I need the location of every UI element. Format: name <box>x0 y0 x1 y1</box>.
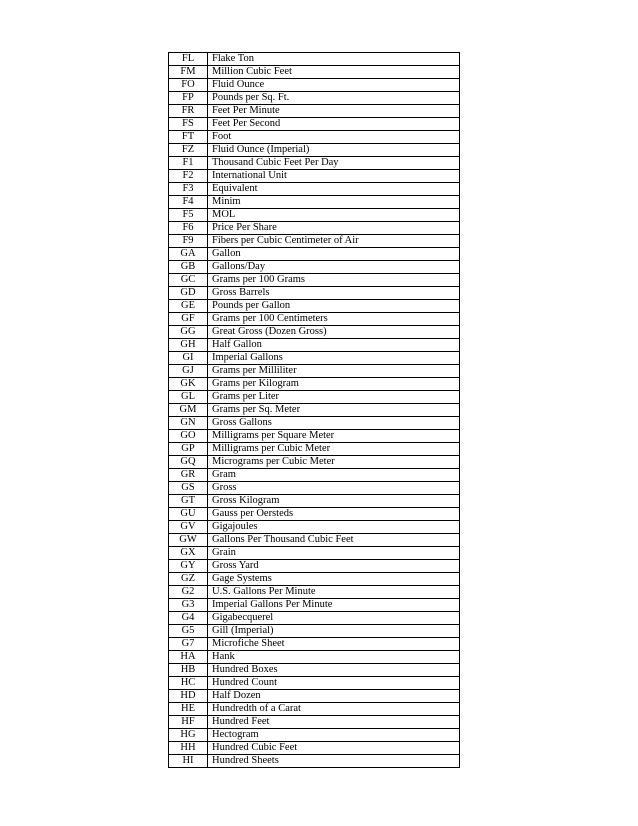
unit-description-cell: Gross Gallons <box>208 417 460 430</box>
unit-code-cell: GI <box>169 352 208 365</box>
unit-code-cell: GG <box>169 326 208 339</box>
unit-description-cell: Grams per Liter <box>208 391 460 404</box>
table-row <box>169 352 460 365</box>
table-row <box>169 391 460 404</box>
unit-description-cell: Million Cubic Feet <box>208 66 460 79</box>
table-row <box>169 456 460 469</box>
unit-code-cell: GO <box>169 430 208 443</box>
unit-description-cell: Half Gallon <box>208 339 460 352</box>
unit-code-cell: GN <box>169 417 208 430</box>
table-row <box>169 716 460 729</box>
table-row <box>169 144 460 157</box>
unit-description-cell: Fluid Ounce (Imperial) <box>208 144 460 157</box>
unit-code-cell: FO <box>169 79 208 92</box>
unit-description-cell: Fibers per Cubic Centimeter of Air <box>208 235 460 248</box>
table-row <box>169 53 460 66</box>
unit-description-cell: Imperial Gallons <box>208 352 460 365</box>
table-row <box>169 157 460 170</box>
table-row <box>169 235 460 248</box>
unit-description-cell: Flake Ton <box>208 53 460 66</box>
unit-description-cell: Hundred Sheets <box>208 755 460 768</box>
unit-description-cell: Gross Yard <box>208 560 460 573</box>
unit-code-cell: HG <box>169 729 208 742</box>
table-row <box>169 521 460 534</box>
unit-code-cell: HI <box>169 755 208 768</box>
unit-description-cell: Hank <box>208 651 460 664</box>
table-row <box>169 495 460 508</box>
unit-code-cell: GP <box>169 443 208 456</box>
unit-description-cell: Gram <box>208 469 460 482</box>
table-row <box>169 443 460 456</box>
unit-code-cell: G4 <box>169 612 208 625</box>
unit-description-cell: Foot <box>208 131 460 144</box>
table-row <box>169 508 460 521</box>
unit-code-cell: HB <box>169 664 208 677</box>
table-row <box>169 365 460 378</box>
table-row <box>169 222 460 235</box>
table-row <box>169 664 460 677</box>
unit-code-cell: HF <box>169 716 208 729</box>
unit-description-cell: Feet Per Second <box>208 118 460 131</box>
unit-code-cell: HC <box>169 677 208 690</box>
unit-description-cell: Hectogram <box>208 729 460 742</box>
unit-code-cell: F1 <box>169 157 208 170</box>
table-row <box>169 274 460 287</box>
table-row <box>169 79 460 92</box>
unit-description-cell: Pounds per Sq. Ft. <box>208 92 460 105</box>
table-row <box>169 183 460 196</box>
unit-description-cell: Gigajoules <box>208 521 460 534</box>
table-row <box>169 729 460 742</box>
unit-code-cell: F2 <box>169 170 208 183</box>
table-row <box>169 313 460 326</box>
table-row <box>169 118 460 131</box>
table-row <box>169 209 460 222</box>
unit-description-cell: Grams per Milliliter <box>208 365 460 378</box>
unit-code-cell: HH <box>169 742 208 755</box>
unit-code-cell: GS <box>169 482 208 495</box>
unit-description-cell: Equivalent <box>208 183 460 196</box>
unit-code-cell: HD <box>169 690 208 703</box>
unit-description-cell: Micrograms per Cubic Meter <box>208 456 460 469</box>
unit-code-cell: GV <box>169 521 208 534</box>
table-row <box>169 170 460 183</box>
unit-description-cell: Hundred Count <box>208 677 460 690</box>
unit-code-cell: GL <box>169 391 208 404</box>
unit-code-cell: F9 <box>169 235 208 248</box>
unit-code-cell: FT <box>169 131 208 144</box>
unit-code-cell: FM <box>169 66 208 79</box>
unit-code-cell: GY <box>169 560 208 573</box>
unit-code-cell: F3 <box>169 183 208 196</box>
table-row <box>169 404 460 417</box>
unit-description-cell: Thousand Cubic Feet Per Day <box>208 157 460 170</box>
unit-description-cell: Hundred Cubic Feet <box>208 742 460 755</box>
table-row <box>169 248 460 261</box>
unit-description-cell: Grams per 100 Centimeters <box>208 313 460 326</box>
unit-code-cell: F6 <box>169 222 208 235</box>
unit-description-cell: Hundred Boxes <box>208 664 460 677</box>
table-row <box>169 131 460 144</box>
table-row <box>169 417 460 430</box>
unit-code-cell: G2 <box>169 586 208 599</box>
table-row <box>169 703 460 716</box>
unit-description-cell: Hundred Feet <box>208 716 460 729</box>
table-row <box>169 677 460 690</box>
table-row <box>169 326 460 339</box>
unit-code-cell: GF <box>169 313 208 326</box>
table-row <box>169 196 460 209</box>
table-row <box>169 261 460 274</box>
unit-code-cell: G3 <box>169 599 208 612</box>
table-row <box>169 339 460 352</box>
unit-code-cell: FZ <box>169 144 208 157</box>
unit-code-cell: GH <box>169 339 208 352</box>
unit-code-cell: GA <box>169 248 208 261</box>
unit-code-cell: FS <box>169 118 208 131</box>
table-row <box>169 105 460 118</box>
table-row <box>169 560 460 573</box>
table-row <box>169 651 460 664</box>
table-row <box>169 534 460 547</box>
unit-code-cell: GZ <box>169 573 208 586</box>
unit-description-cell: Fluid Ounce <box>208 79 460 92</box>
table-row <box>169 469 460 482</box>
unit-description-cell: Gallons Per Thousand Cubic Feet <box>208 534 460 547</box>
table-row <box>169 300 460 313</box>
unit-code-cell: GJ <box>169 365 208 378</box>
unit-code-cell: HA <box>169 651 208 664</box>
unit-description-cell: Gallon <box>208 248 460 261</box>
unit-description-cell: Grams per Kilogram <box>208 378 460 391</box>
unit-description-cell: Milligrams per Square Meter <box>208 430 460 443</box>
table-row <box>169 547 460 560</box>
unit-description-cell: Gauss per Oersteds <box>208 508 460 521</box>
unit-description-cell: Feet Per Minute <box>208 105 460 118</box>
unit-description-cell: Gross Barrels <box>208 287 460 300</box>
unit-description-cell: Hundredth of a Carat <box>208 703 460 716</box>
unit-description-cell: Microfiche Sheet <box>208 638 460 651</box>
unit-code-cell: FR <box>169 105 208 118</box>
unit-code-table-body <box>169 53 460 768</box>
unit-code-cell: GB <box>169 261 208 274</box>
unit-description-cell: Price Per Share <box>208 222 460 235</box>
unit-code-cell: G5 <box>169 625 208 638</box>
unit-description-cell: Gill (Imperial) <box>208 625 460 638</box>
unit-code-cell: FL <box>169 53 208 66</box>
unit-code-cell: F4 <box>169 196 208 209</box>
unit-code-cell: GW <box>169 534 208 547</box>
unit-description-cell: Gigabecquerel <box>208 612 460 625</box>
table-row <box>169 755 460 768</box>
unit-code-cell: F5 <box>169 209 208 222</box>
unit-code-cell: GD <box>169 287 208 300</box>
unit-code-cell: GE <box>169 300 208 313</box>
table-row <box>169 287 460 300</box>
table-row <box>169 66 460 79</box>
unit-code-cell: GM <box>169 404 208 417</box>
table-row <box>169 638 460 651</box>
unit-description-cell: MOL <box>208 209 460 222</box>
unit-description-cell: Grain <box>208 547 460 560</box>
unit-description-cell: Gallons/Day <box>208 261 460 274</box>
unit-code-cell: GT <box>169 495 208 508</box>
table-row <box>169 573 460 586</box>
table-row <box>169 586 460 599</box>
unit-code-cell: GR <box>169 469 208 482</box>
table-row <box>169 690 460 703</box>
table-row <box>169 599 460 612</box>
unit-code-cell: HE <box>169 703 208 716</box>
unit-description-cell: Minim <box>208 196 460 209</box>
unit-description-cell: Grams per Sq. Meter <box>208 404 460 417</box>
unit-description-cell: Imperial Gallons Per Minute <box>208 599 460 612</box>
table-row <box>169 625 460 638</box>
unit-description-cell: U.S. Gallons Per Minute <box>208 586 460 599</box>
table-row <box>169 612 460 625</box>
unit-code-cell: GQ <box>169 456 208 469</box>
unit-code-cell: GU <box>169 508 208 521</box>
unit-description-cell: Great Gross (Dozen Gross) <box>208 326 460 339</box>
unit-description-cell: Half Dozen <box>208 690 460 703</box>
unit-code-table <box>168 52 460 768</box>
unit-description-cell: Milligrams per Cubic Meter <box>208 443 460 456</box>
table-row <box>169 430 460 443</box>
unit-description-cell: Gross <box>208 482 460 495</box>
unit-description-cell: Grams per 100 Grams <box>208 274 460 287</box>
unit-code-cell: GK <box>169 378 208 391</box>
unit-code-cell: GX <box>169 547 208 560</box>
table-row <box>169 742 460 755</box>
unit-description-cell: Pounds per Gallon <box>208 300 460 313</box>
unit-code-cell: G7 <box>169 638 208 651</box>
unit-description-cell: Gage Systems <box>208 573 460 586</box>
table-row <box>169 92 460 105</box>
unit-description-cell: Gross Kilogram <box>208 495 460 508</box>
unit-description-cell: International Unit <box>208 170 460 183</box>
table-row <box>169 378 460 391</box>
unit-code-cell: FP <box>169 92 208 105</box>
unit-code-cell: GC <box>169 274 208 287</box>
table-row <box>169 482 460 495</box>
